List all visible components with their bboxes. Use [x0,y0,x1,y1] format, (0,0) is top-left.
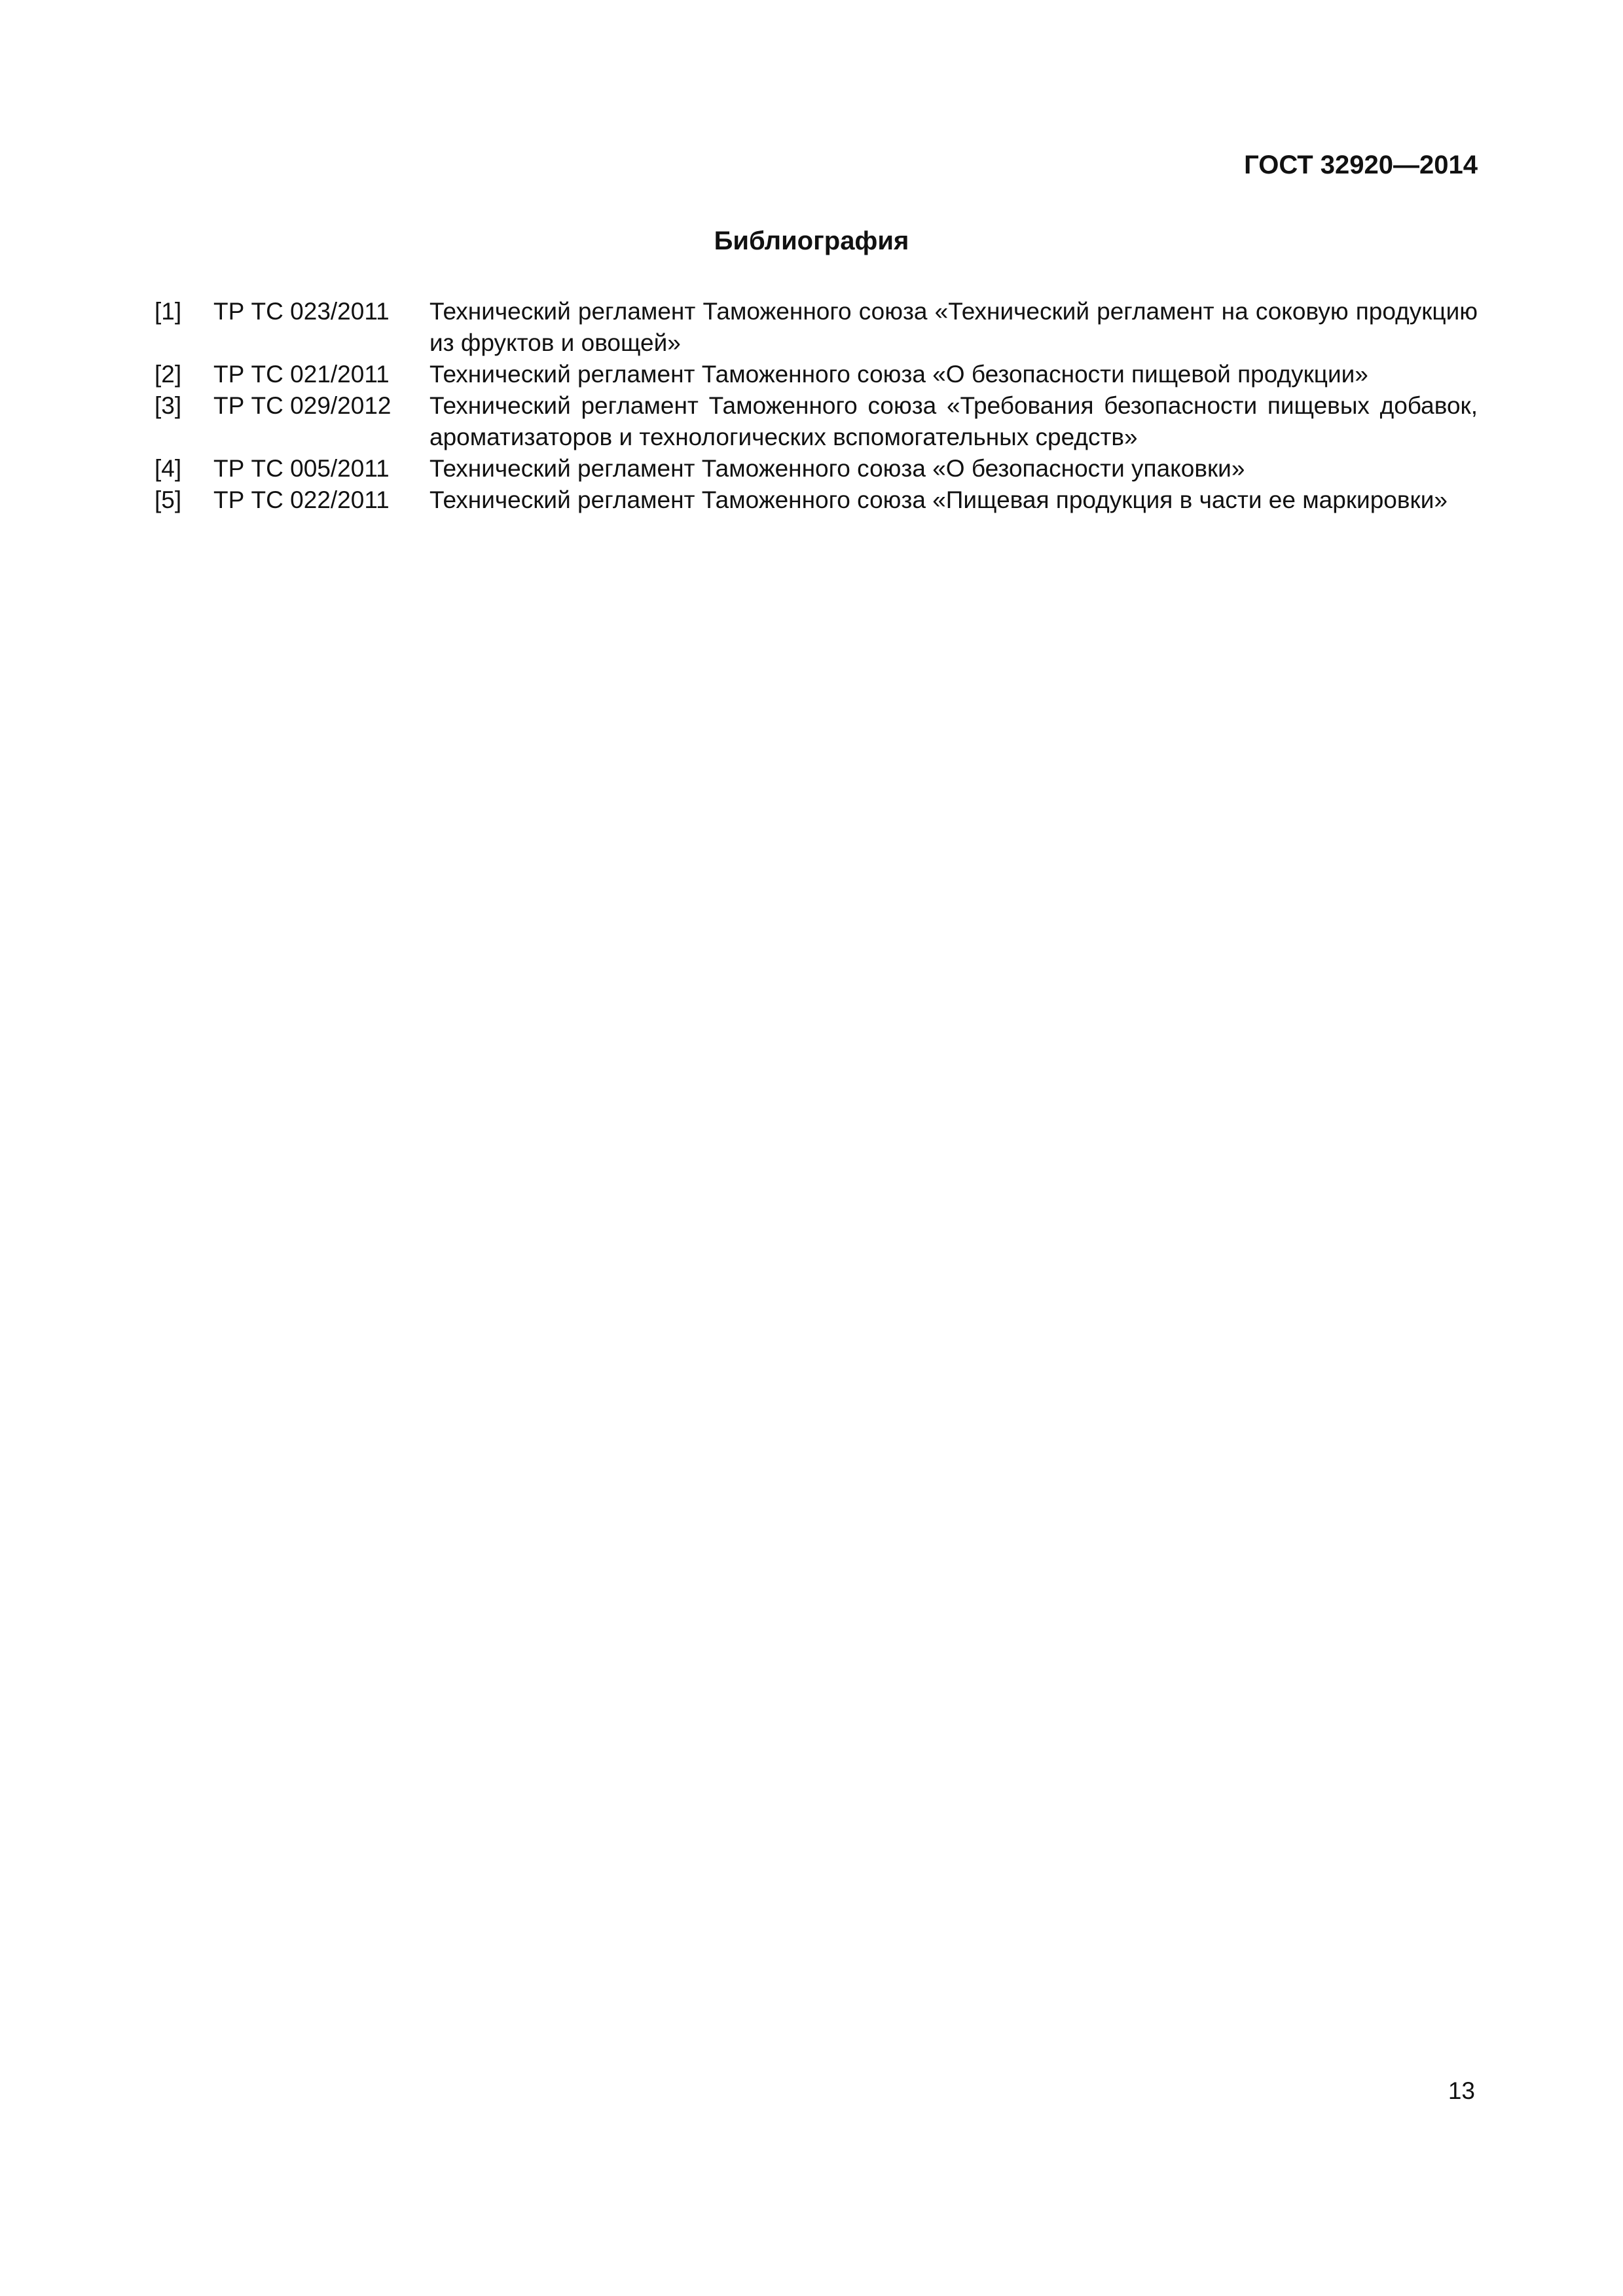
bibliography-item-title: Технический регламент Таможенного союза «О безопасности пищевой продукции» [429,361,1368,388]
bibliography-item-code: ТР ТС 029/2012 [213,392,392,419]
bibliography-item [155,453,1478,484]
bibliography-item-code: ТР ТС 021/2011 [213,361,390,388]
bibliography-item [155,390,1478,453]
bibliography-item-code: ТР ТС 005/2011 [213,455,390,482]
bibliography-item-title: Технический регламент Таможенного союза «О безопасности упаковки» [429,455,1245,482]
page-number: 13 [1448,2077,1475,2104]
bibliography-item-number: [2] [155,361,182,388]
bibliography-item-title: Технический регламент Таможенного союза «Требования безопасности пищевых добавок, ароматизаторов и технологических вспомогательных средств» [429,392,1478,450]
bibliography-list [155,296,1478,516]
section-title: Библиография [714,227,909,255]
bibliography-item-title: Технический регламент Таможенного союза «Пищевая продукция в части ее маркировки» [429,486,1448,513]
bibliography-item-number: [1] [155,298,182,325]
bibliography-item [155,296,1478,359]
bibliography-item-number: [4] [155,455,182,482]
bibliography-item [155,484,1478,516]
bibliography-item [155,359,1478,390]
bibliography-item-code: ТР ТС 023/2011 [213,298,390,325]
bibliography-item-title: Технический регламент Таможенного союза «Технический регламент на соковую продукцию из фруктов и овощей» [429,298,1478,356]
bibliography-item-number: [5] [155,486,182,513]
document-code: ГОСТ 32920—2014 [1244,151,1478,179]
bibliography-item-number: [3] [155,392,182,419]
bibliography-item-code: ТР ТС 022/2011 [213,486,390,513]
